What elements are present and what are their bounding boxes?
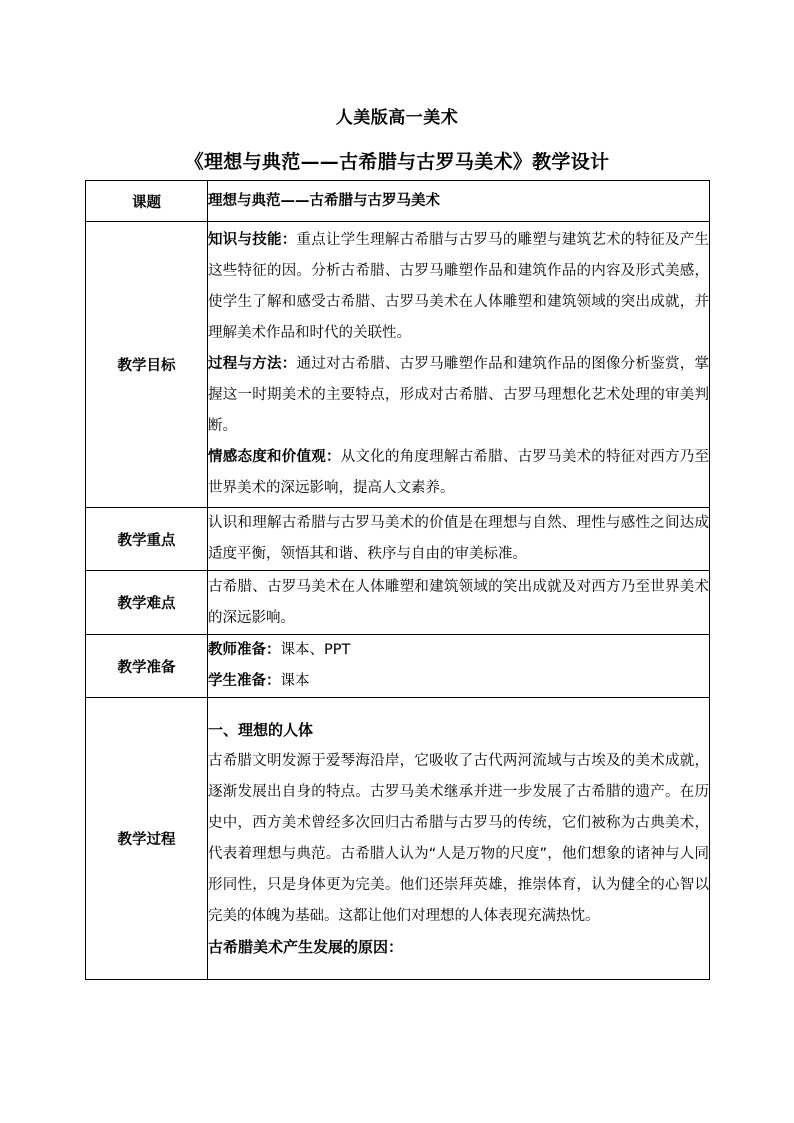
lesson-plan-table bbox=[85, 180, 710, 980]
topic-label: 课题 bbox=[86, 181, 208, 222]
teacher-prep-text: 课本、PPT bbox=[280, 642, 351, 658]
document-title: 人美版高一美术 bbox=[335, 108, 459, 128]
process-method-paragraph bbox=[208, 349, 709, 442]
knowledge-paragraph bbox=[208, 225, 709, 349]
difficulties-label: 教学难点 bbox=[86, 571, 208, 635]
table-row-preparation bbox=[86, 635, 710, 698]
table-row-process bbox=[86, 698, 710, 980]
objectives-label: 教学目标 bbox=[86, 222, 208, 508]
difficulties-text: 古希腊、古罗马美术在人体雕塑和建筑领域的笑出成就及对西方乃至世界美术的深远影响。 bbox=[208, 571, 710, 635]
table-row-difficulties bbox=[86, 571, 710, 635]
topic-text: 理想与典范——古希腊与古罗马美术 bbox=[208, 192, 440, 209]
table-row-topic bbox=[86, 181, 710, 222]
process-paragraph: 古希腊文明发源于爱琴海沿岸，它吸收了古代两河流域与古埃及的美术成就，逐渐发展出自身的特点。古罗马美术继承并进一步发展了古希腊的遗产。在历史中，西方美术曾经多次回归古希腊与古罗马的传统，它们被称为古典美术，代表着理想与典范。古希腊人认为“人是万物的尺度”，他们想象的诸神与人同形同性，只是身体更为完美。他们还崇拜英雄，推崇体育，认为健全的心智以完美的体魄为基础。这都让他们对理想的人体表现充满热忱。 bbox=[208, 752, 709, 924]
process-method-label: 过程与方法： bbox=[208, 356, 297, 372]
table-row-key-points bbox=[86, 508, 710, 571]
section-heading: 一、理想的人体 bbox=[208, 720, 314, 739]
knowledge-label: 知识与技能： bbox=[208, 232, 297, 248]
process-content bbox=[208, 698, 710, 980]
student-prep bbox=[208, 666, 709, 697]
key-points-text: 认识和理解古希腊与古罗马美术的价值是在理想与自然、理性与感性之间达成适度平衡，领悟其和谐、秩序与自由的审美标准。 bbox=[208, 508, 710, 571]
document-subtitle: 《理想与典范——古希腊与古罗马美术》教学设计 bbox=[184, 151, 610, 173]
topic-value bbox=[208, 181, 710, 222]
emotion-text: 从文化的角度理解古希腊、古罗马美术的特征对西方乃至世界美术的深远影响，提高人文素养。 bbox=[208, 449, 710, 496]
objectives-content bbox=[208, 222, 710, 508]
process-label: 教学过程 bbox=[86, 698, 208, 980]
teacher-prep bbox=[208, 635, 709, 666]
emotion-label: 情感态度和价值观： bbox=[208, 449, 341, 465]
knowledge-text: 重点让学生理解古希腊与古罗马的雕塑与建筑艺术的特征及产生这些特征的因。分析古希腊、古罗马雕塑作品和建筑作品的内容及形式美感，使学生了解和感受古希腊、古罗马美术在人体雕塑和建筑领域的突出成就，并理解美术作品和时代的关联性。 bbox=[208, 232, 710, 341]
emotion-paragraph bbox=[208, 442, 709, 504]
key-points-label: 教学重点 bbox=[86, 508, 208, 571]
preparation-label: 教学准备 bbox=[86, 635, 208, 698]
preparation-content bbox=[208, 635, 710, 698]
teacher-prep-label: 教师准备： bbox=[208, 642, 281, 658]
student-prep-label: 学生准备： bbox=[208, 673, 281, 689]
student-prep-text: 课本 bbox=[280, 673, 310, 689]
process-method-text: 通过对古希腊、古罗马雕塑作品和建筑作品的图像分析鉴赏，掌握这一时期美术的主要特点，形成对古希腊、古罗马理想化艺术处理的审美判断。 bbox=[208, 356, 710, 434]
process-subheading: 古希腊美术产生发展的原因： bbox=[208, 937, 404, 956]
table-row-objectives bbox=[86, 222, 710, 508]
